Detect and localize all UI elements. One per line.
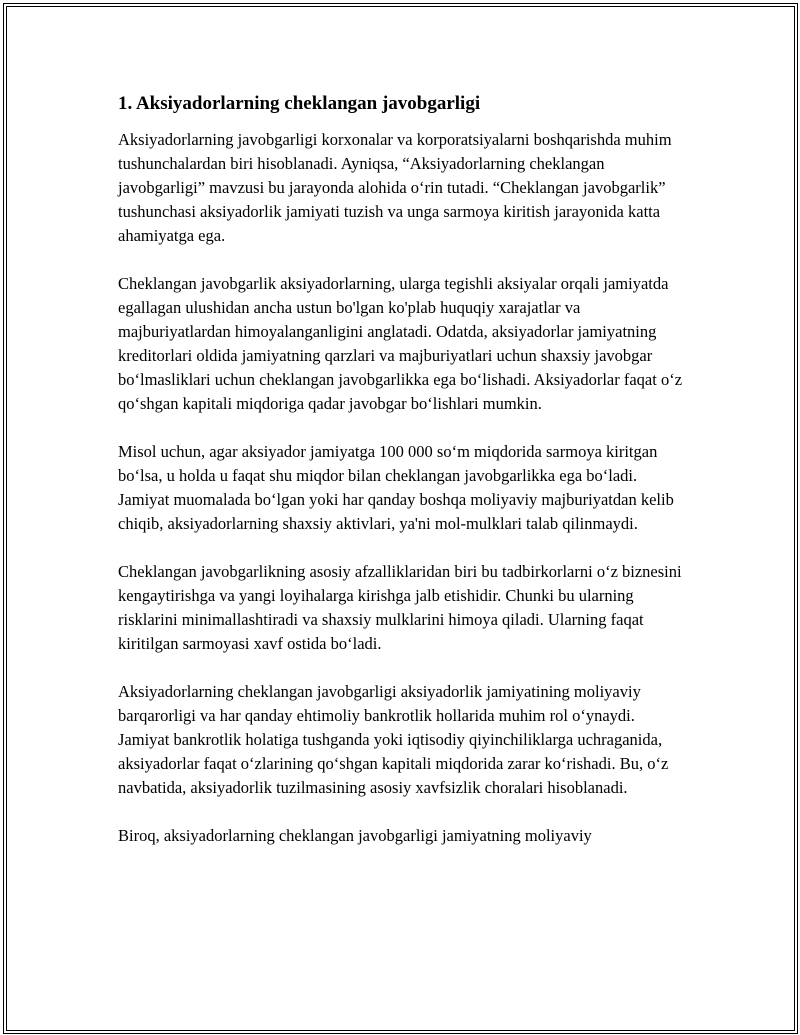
- paragraph-3: Misol uchun, agar aksiyador jamiyatga 100 000 so‘m miqdorida sarmoya kiritgan bo‘lsa, u holda u faqat shu miqdor bilan cheklangan javobgarlikka ega bo‘ladi. Jamiyat muomalada bo‘lgan yoki har qanday boshqa moliyaviy majburiyatdan kelib chiqib, aksiyadorlarning shaxsiy aktivlari, ya'ni mol-mulklari talab qilinmaydi.: [118, 442, 674, 533]
- document-body: [118, 90, 688, 872]
- paragraph-5: Aksiyadorlarning cheklangan javobgarligi aksiyadorlik jamiyatining moliyaviy barqarorligi va har qanday ehtimoliy bankrotlik hollarida muhim rol o‘ynaydi. Jamiyat bankrotlik holatiga tushganda yoki iqtisodiy qiyinchiliklarga uchraganida, aksiyadorlar faqat o‘zlarining qo‘shgan kapitali miqdorida zarar ko‘rishadi. Bu, o‘z navbatida, aksiyadorlik tuzilmasining asosiy xavfsizlik choralari hisoblanadi.: [118, 682, 669, 797]
- paragraph-2: Cheklangan javobgarlik aksiyadorlarning, ularga tegishli aksiyalar orqali jamiyatda egallagan ulushidan ancha ustun bo'lgan ko'plab huquqiy xarajatlar va majburiyatlardan himoyalanganligini anglatadi. Odatda, aksiyadorlar jamiyatning kreditorlari oldida jamiyatning qarzlari va majburiyatlari uchun shaxsiy javobgar bo‘lmasliklari uchun cheklangan javobgarlikka ega bo‘lishadi. Aksiyadorlar faqat o‘z qo‘shgan kapitali miqdoriga qadar javobgar bo‘lishlari mumkin.: [118, 274, 683, 413]
- paragraph-6: Biroq, aksiyadorlarning cheklangan javobgarligi jamiyatning moliyaviy: [118, 826, 592, 845]
- paragraph-4: Cheklangan javobgarlikning asosiy afzalliklaridan biri bu tadbirkorlarni o‘z biznesini kengaytirishga va yangi loyihalarga kirishga jalb etishidir. Chunki bu ularning risklarini minimallashtiradi va shaxsiy mulklarini himoya qiladi. Ularning faqat kiritilgan sarmoyasi xavf ostida bo‘ladi.: [118, 562, 682, 653]
- section-heading: 1. Aksiyadorlarning cheklangan javobgarligi: [118, 93, 481, 114]
- paragraph-1: Aksiyadorlarning javobgarligi korxonalar va korporatsiyalarni boshqarishda muhim tushunchalardan biri hisoblanadi. Ayniqsa, “Aksiyadorlarning cheklangan javobgarligi” mavzusi bu jarayonda alohida o‘rin tutadi. “Cheklangan javobgarlik” tushunchasi aksiyadorlik jamiyati tuzish va unga sarmoya kiritish jarayonida katta ahamiyatga ega.: [118, 130, 672, 245]
